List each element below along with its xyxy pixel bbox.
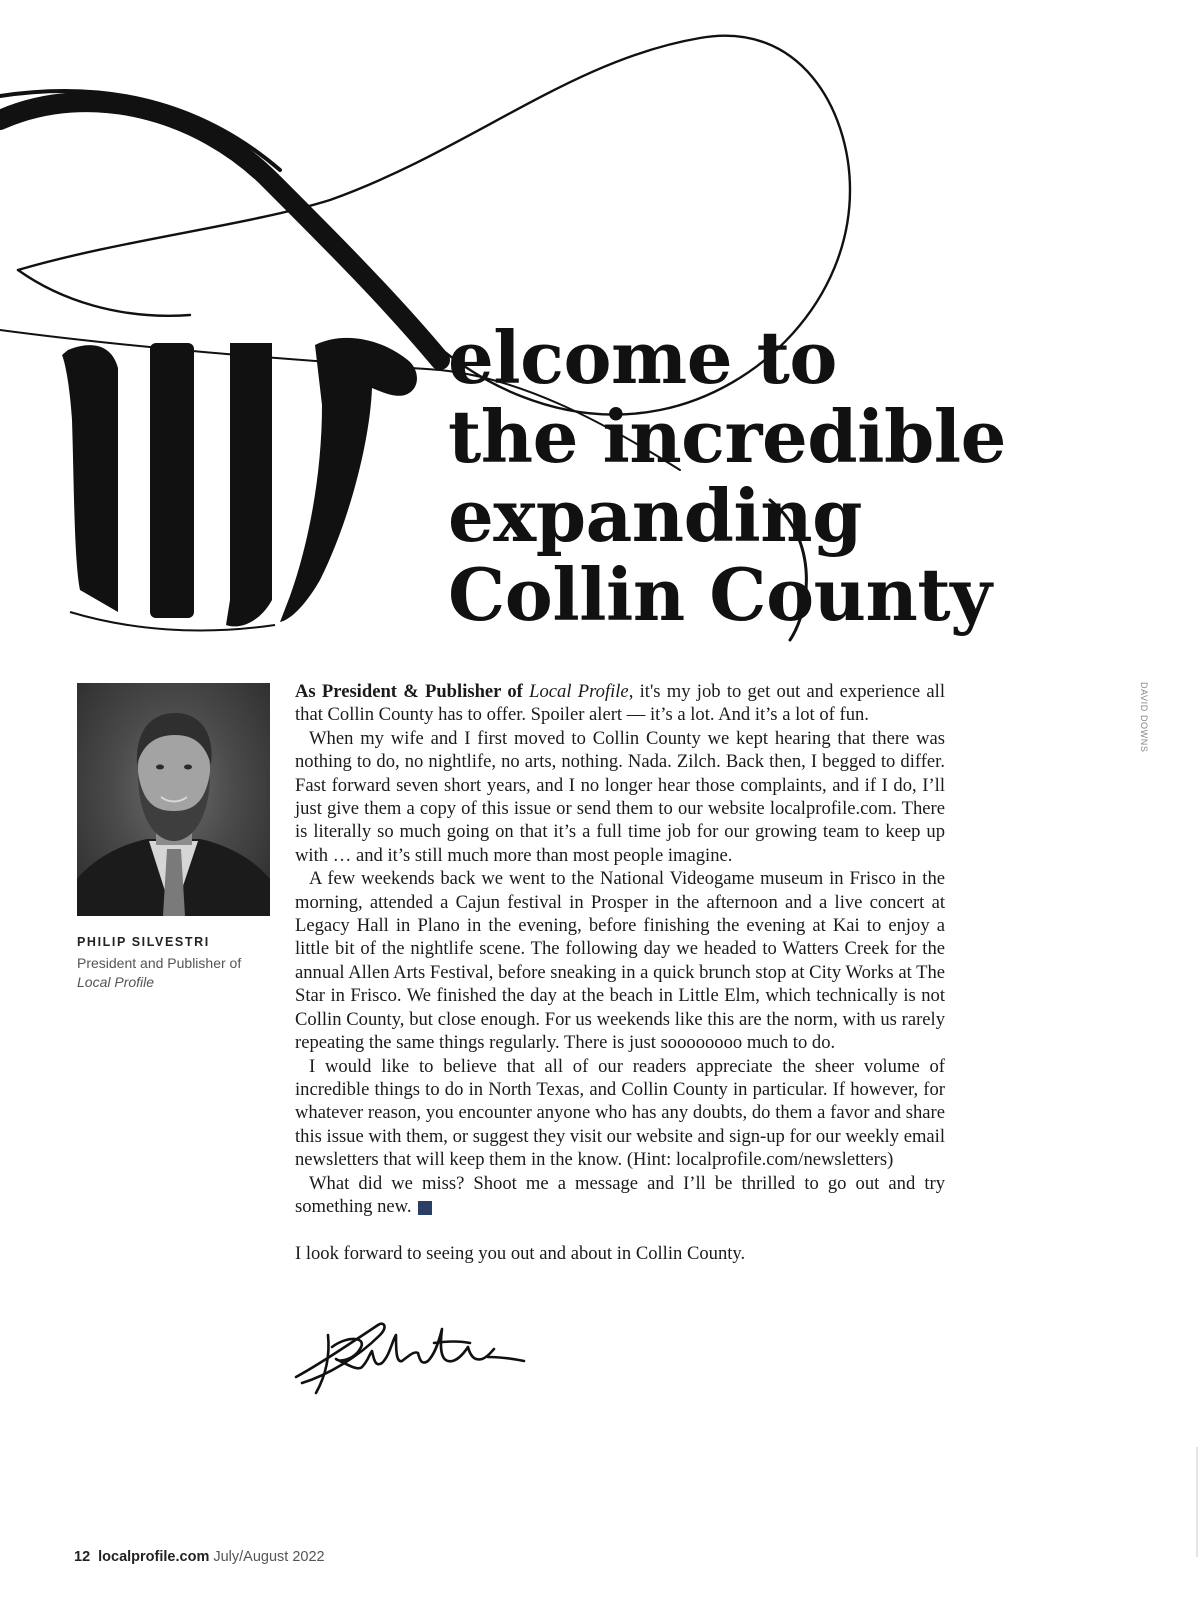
headline-line-3: expanding [448,473,862,558]
end-mark-logo: lp [418,1201,432,1215]
article-closing: I look forward to seeing you out and about in Collin County. [295,1243,746,1265]
footer-site: localprofile.com [98,1549,210,1565]
photo-credit-text: DAVID DOWNS [1139,682,1149,753]
headline [448,315,1006,637]
article-lead-paragraph [295,680,945,727]
last-paragraph-text: What did we miss? Shoot me a message and I’ll be thrilled to go out and try something new. [295,1172,945,1217]
author-name: PHILIP SILVESTRI [77,935,210,949]
lead-publication-name: Local Profile [529,681,629,702]
author-portrait [77,683,270,916]
headline-line-2: the incredible [448,394,1006,479]
photo-credit [1139,682,1151,782]
author-publication: Local Profile [77,974,155,990]
author-title: President and Publisher of [77,955,242,971]
article-body [295,680,945,1266]
article-paragraph: A few weekends back we went to the National Videogame museum in Frisco in the morning, attended a Cajun festival in Prosper in the afternoon and a live concert at Legacy Hall in Plano in the evening, before finishing the evening at Kai to enjoy a little bit of the nightlife scene. The following day we headed to Watters Creek for the annual Allen Arts Festival, before sneaking in a quick brunch stop at City Works at The Star in Frisco. We finished the day at the beach in Little Elm, which technically is not Collin County, but close enough. For us weekends like this are the norm, with us rarely repeating the same things regularly. There is just soooooooo much to do. [295,868,945,1054]
page-edge-line [1196,1447,1198,1557]
footer-issue: July/August 2022 [213,1549,325,1565]
article-paragraph: When my wife and I first moved to Collin County we kept hearing that there was nothing to do, no nightlife, no arts, nothing. Nada. Zilch. Back then, I begged to differ. Fast forward seven short years, and I no longer hear those complaints, and if I do, I’ll just give them a copy of this issue or send them to our website localprofile.com. There is literally so much going on that it’s a full time job for our growing team to keep up with … and it’s still much more than most people imagine. [295,727,945,866]
lead-rest-text: , it's my job to get out and experience all that Collin County has to offer. Spoiler alert — it’s a lot. And it’s a lot of fun. [295,681,946,726]
headline-line-1: elcome to [448,315,837,400]
page-footer [74,1549,325,1565]
headline-line-4: Collin County [448,552,992,637]
signature [288,1305,528,1405]
article-paragraph: I would like to believe that all of our readers appreciate the sheer volume of incredible things to do in North Texas, and Collin County in particular. If however, for whatever reason, you encounter anyone who has any doubts, do them a favor and share this issue with them, or suggest they visit our website and sign-up for our weekly email newsletters that will keep them in the know. (Hint: localprofile.com/newsletters) [295,1055,945,1171]
author-caption [77,933,277,992]
lead-bold-text: As President & Publisher of [295,681,523,702]
portrait-illustration [77,683,270,916]
page-number: 12 [74,1549,91,1565]
article-last-paragraph [295,1172,945,1219]
